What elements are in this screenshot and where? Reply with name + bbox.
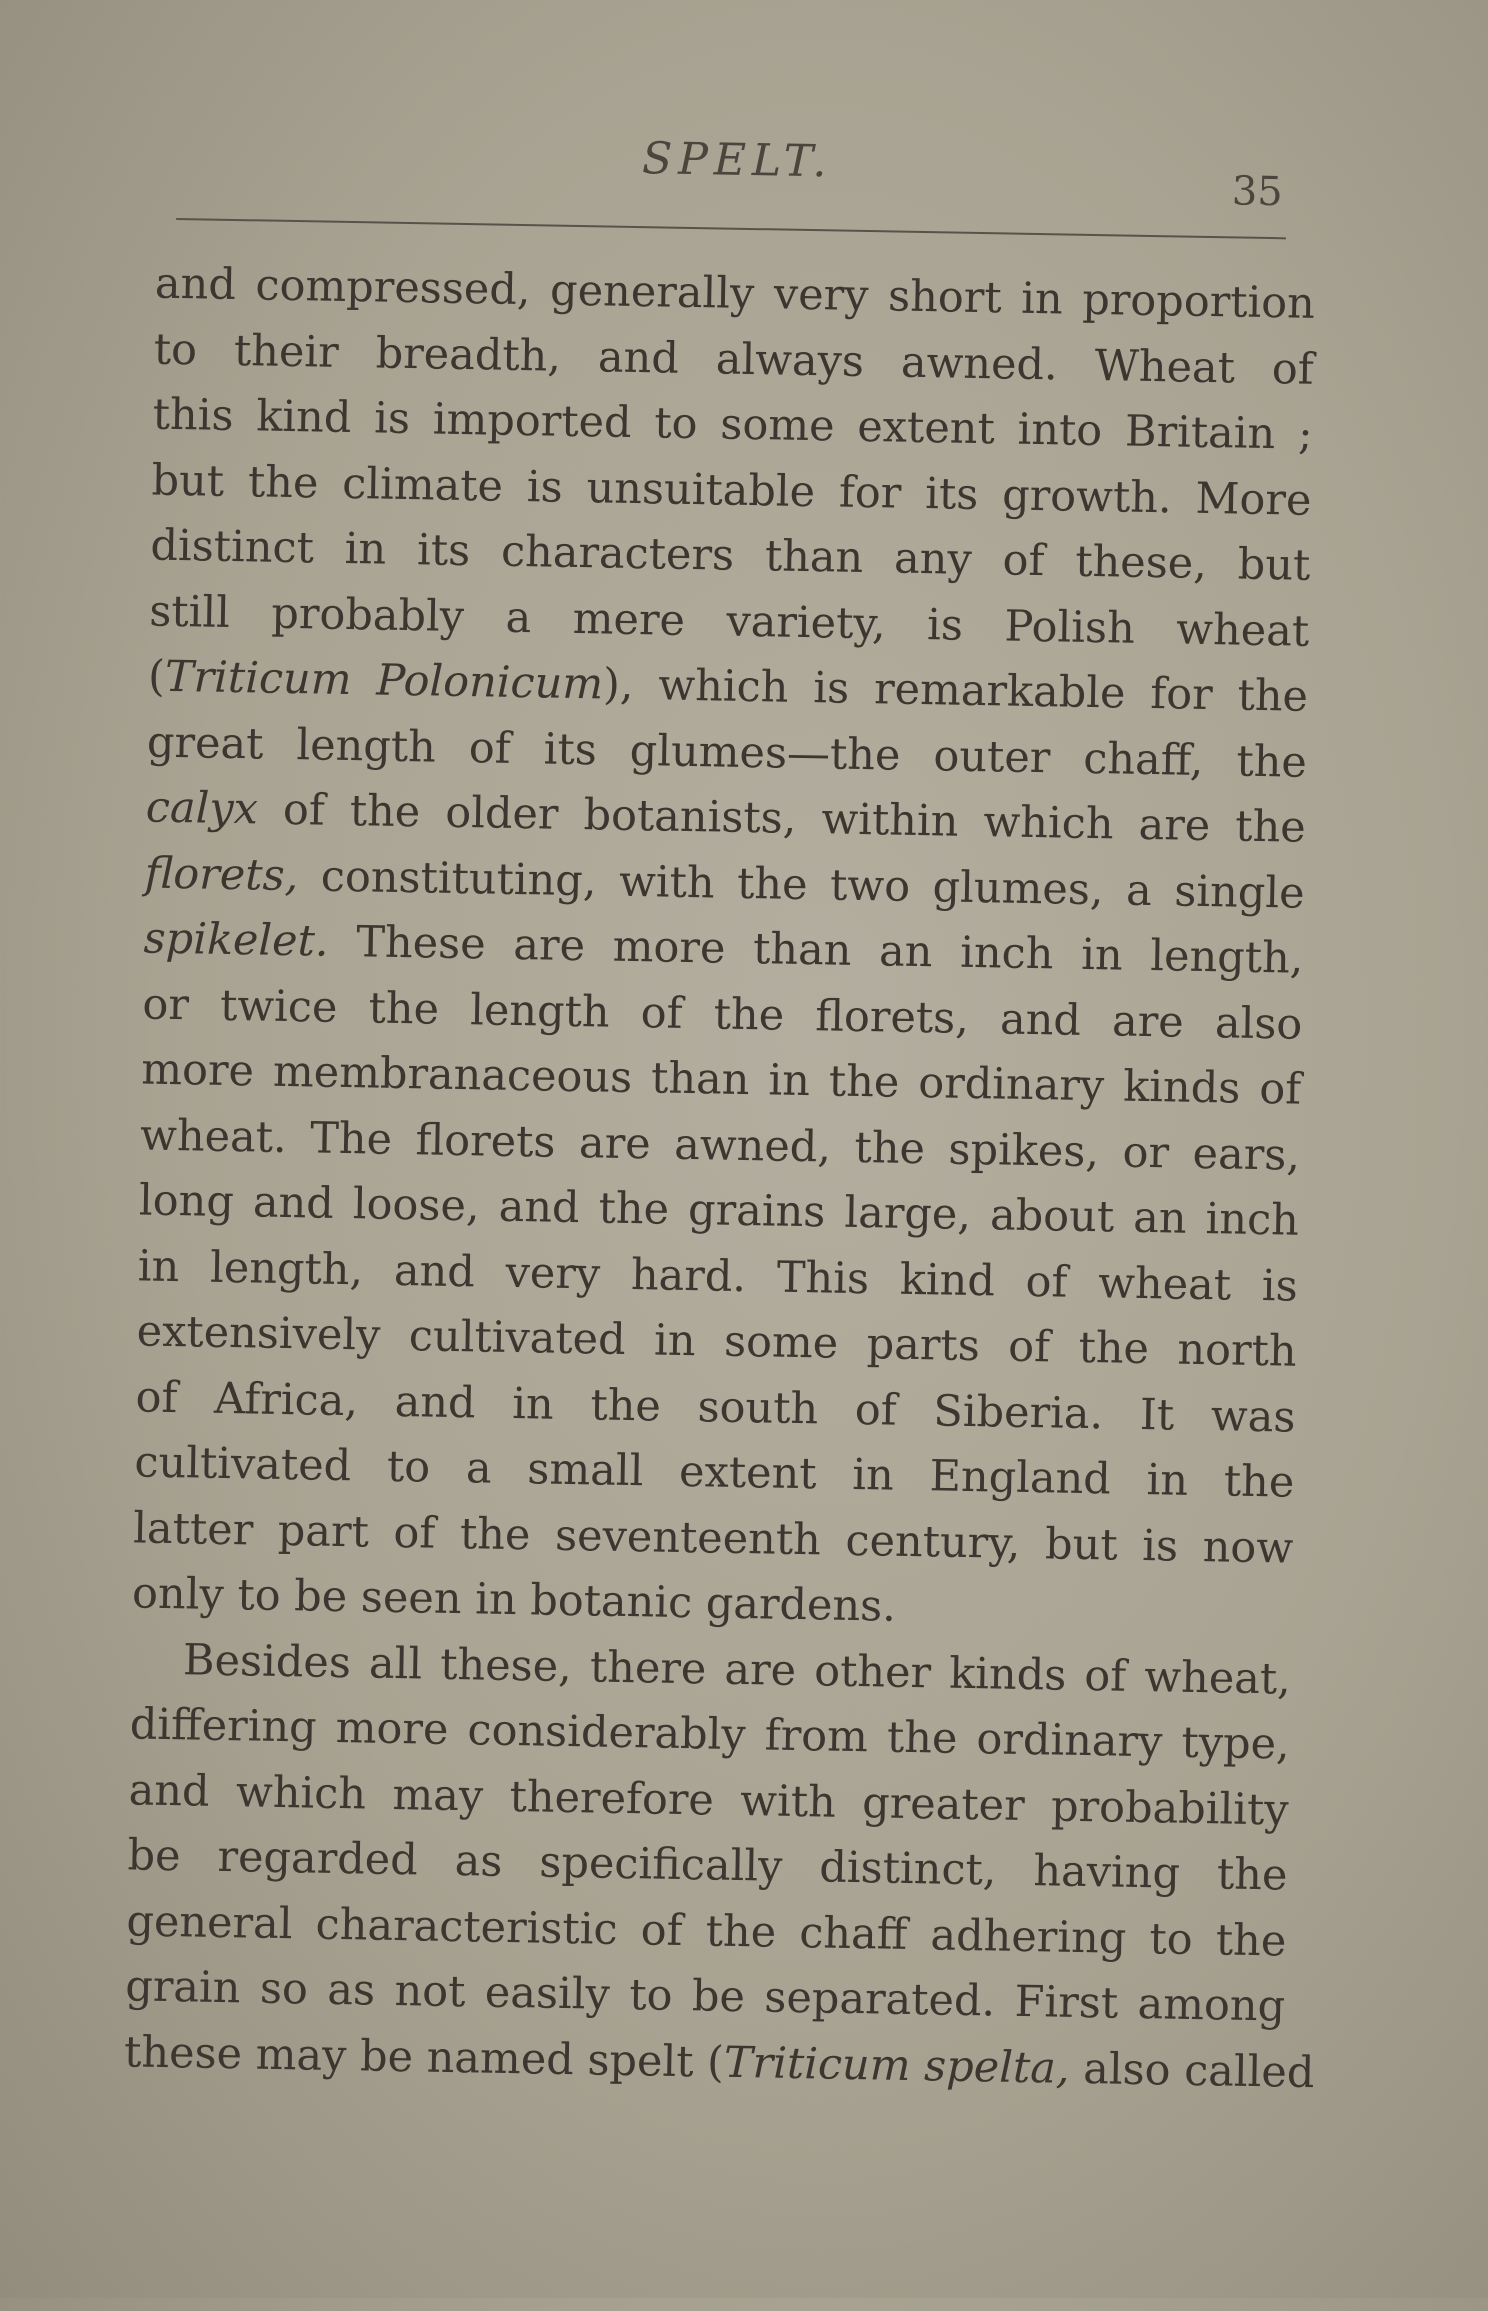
text-segment: be regarded as specifically distinct, having the	[127, 1830, 1288, 1901]
text-segment: (	[147, 651, 166, 702]
text-segment: wheat. The florets are awned, the spikes, or ears,	[139, 1109, 1301, 1181]
text-segment: extensively cultivated in some parts of the north	[136, 1306, 1298, 1377]
text-segment: of Africa, and in the south of Siberia. It was	[135, 1371, 1296, 1443]
text-segment: also called	[1069, 2043, 1315, 2098]
text-segment: distinct in its characters than any of these, but	[150, 520, 1311, 591]
text-segment: and which may therefore with greater probability	[128, 1764, 1289, 1836]
italic-text: Triticum spelta,	[723, 2037, 1070, 2094]
text-segment: general characteristic of the chaff adhering to the	[126, 1895, 1287, 1967]
text-segment: still probably a mere variety, is Polish wheat	[148, 586, 1310, 657]
italic-text: calyx	[145, 782, 259, 835]
text-segment: cultivated to a small extent in England in the	[134, 1437, 1295, 1508]
text-segment: or twice the length of the florets, and are also	[142, 978, 1303, 1050]
italic-text: florets,	[144, 848, 299, 901]
running-head: SPELT.	[641, 133, 833, 188]
text-segment: Besides all these, there are other kinds of wheat,	[182, 1634, 1292, 1705]
italic-text: Triticum Polonicum	[164, 651, 604, 710]
italic-text: spikelet.	[143, 913, 330, 967]
text-segment: of the older botanists, within which are the	[257, 784, 1307, 853]
text-segment: more membranaceous than in the ordinary kinds of	[140, 1044, 1302, 1115]
text-segment: great length of its glumes—the outer chaff, the	[146, 717, 1308, 788]
text-segment: latter part of the seventeenth century, but is now	[132, 1502, 1294, 1574]
text-segment: long and loose, and the grains large, about an inch	[138, 1175, 1300, 1246]
body-text	[124, 252, 1316, 2106]
text-segment: constituting, with the two glumes, a single	[297, 850, 1306, 919]
text-segment: ), which is remarkable for the	[602, 659, 1309, 722]
header-rule	[176, 218, 1286, 239]
text-segment: differing more considerably from the ordinary type,	[129, 1699, 1291, 1770]
text-segment: grain so as not easily to be separated. First among	[124, 1961, 1286, 2032]
text-segment: and compressed, generally very short in proportion	[154, 258, 1316, 329]
text-segment: this kind is imported to some extent into Britain ;	[152, 389, 1314, 460]
page-number: 35	[1231, 168, 1284, 216]
text-segment: to their breadth, and always awned. Wheat of	[153, 324, 1315, 395]
text-segment: These are more than an inch in length,	[328, 916, 1304, 984]
text-segment: only to be seen in botanic gardens.	[131, 1568, 897, 1632]
text-segment: in length, and very hard. This kind of wheat is	[137, 1240, 1299, 1312]
text-segment: these may be named spelt (	[123, 2026, 725, 2088]
text-segment: but the climate is unsuitable for its growth. More	[151, 455, 1312, 526]
